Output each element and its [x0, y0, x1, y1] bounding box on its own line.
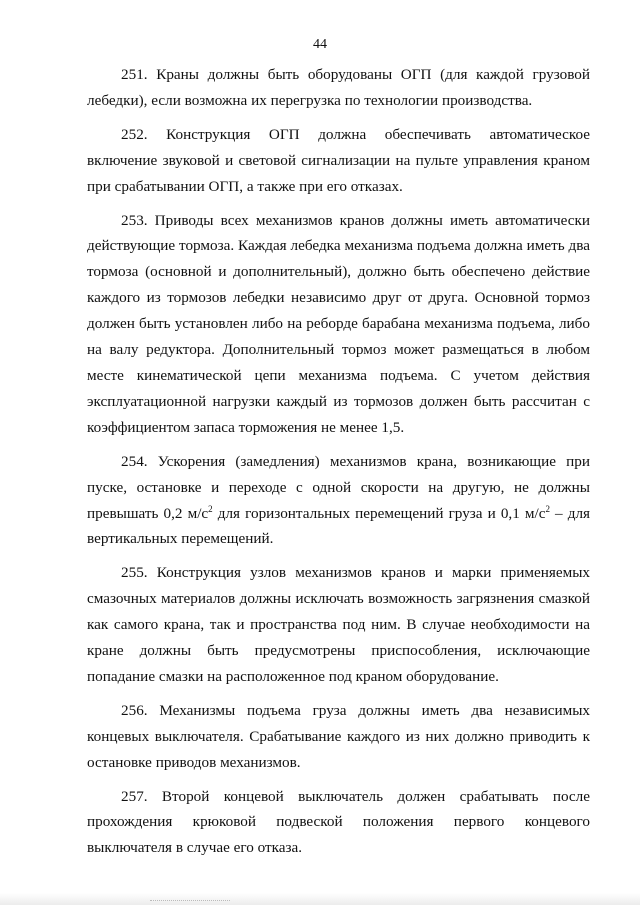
paragraph-252: 252. Конструкция ОГП должна обеспечивать автоматическое включение звуковой и световой сигнализации на пульте управления краном при срабатывании ОГП, а также при его отказах.: [87, 125, 590, 195]
paragraph-254-text-part1: 254. Ускорения (замедления) механизмов крана, возникающие при пуске, остановке и переходе с одной скорости на другую, не должны превышать 0,2 м/с: [87, 452, 590, 522]
paragraph-256: 256. Механизмы подъема груза должны иметь два независимых концевых выключателя. Срабатывание каждого из них должно приводить к остановке приводов механизмов.: [87, 701, 590, 771]
paragraph-257: 257. Второй концевой выключатель должен срабатывать после прохождения крюковой подвеской положения первого концевого выключателя в случае его отказа.: [87, 787, 590, 857]
paragraph-254-text-part2: для горизонтальных перемещений груза и 0,1 м/с: [212, 504, 546, 522]
paragraph-254-superscript-1: 2: [208, 503, 213, 514]
page-number: 44: [313, 37, 327, 52]
paragraph-253: 253. Приводы всех механизмов кранов должны иметь автоматически действующие тормоза. Каждая лебедка механизма подъема должна иметь два тормоза (основной и дополнительный), должно быть обеспечено действие каждого из тормозов лебедки независимо друг от друга. Основной тормоз должен быть установлен либо на реборде барабана механизма подъема, либо на валу редуктора. Дополнительный тормоз может размещаться в любом месте кинематической цепи механизма подъема. С учетом действия эксплуатационной нагрузки каждый из тормозов должен быть рассчитан с коэффициентом запаса торможения не менее 1,5.: [87, 211, 590, 436]
paragraph-255: 255. Конструкция узлов механизмов кранов и марки применяемых смазочных материалов должны исключать возможность загрязнения смазкой как самого крана, так и пространства под ним. В случае необходимости на кране должны быть предусмотрены приспособления, исключающие попадание смазки на расположенное под краном оборудование.: [87, 564, 590, 685]
page-bottom-edge: [0, 893, 640, 905]
paragraph-254-superscript-2: 2: [545, 503, 550, 514]
paragraph-254: [87, 449, 590, 553]
paragraph-254-text-part3: – для вертикальных перемещений.: [87, 504, 591, 548]
scan-artifact: [150, 900, 230, 902]
document-body: [87, 62, 590, 869]
paragraph-251: 251. Краны должны быть оборудованы ОГП (для каждой грузовой лебедки), если возможна их перегрузка по технологии производства.: [87, 66, 590, 109]
